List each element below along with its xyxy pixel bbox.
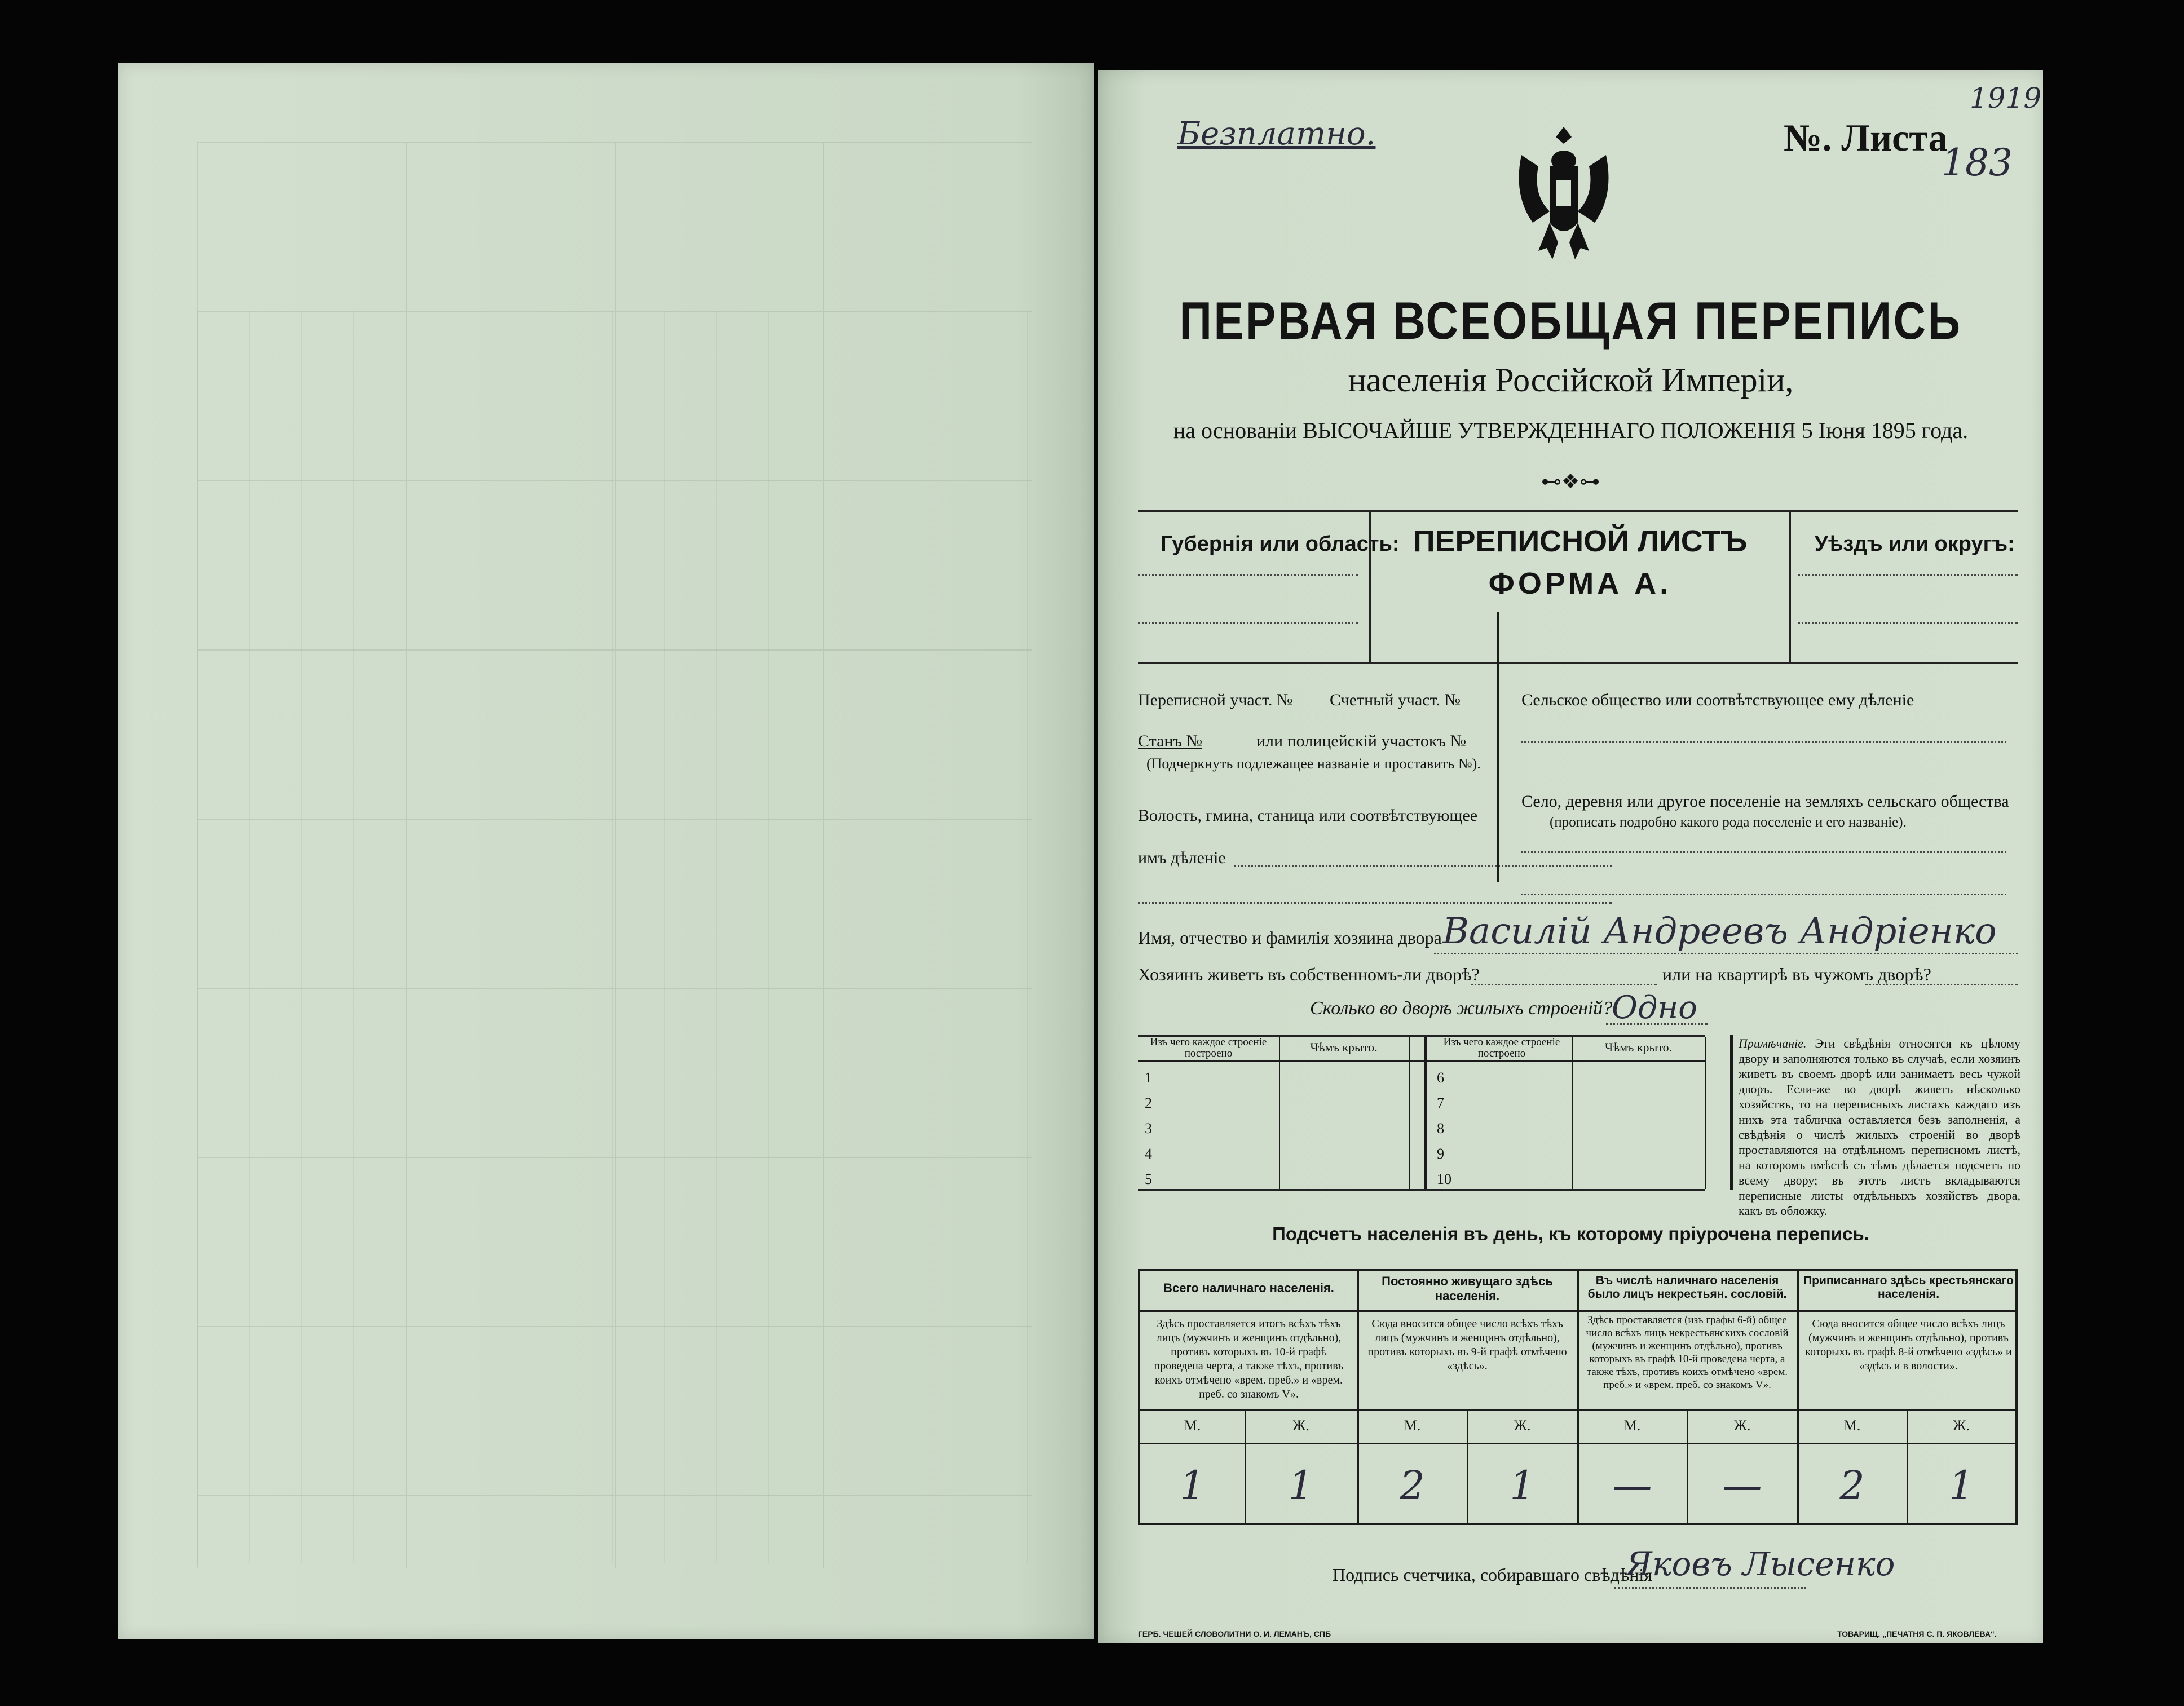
census-section-label: Переписной участ. №: [1138, 691, 1293, 709]
buildings-rule-2: [1409, 1037, 1410, 1189]
row-number: 4: [1145, 1146, 1152, 1162]
buildings-row-numbers-right: [1437, 1065, 1451, 1192]
free-label: Безплатно.: [1177, 116, 1376, 152]
buildings-row-numbers-left: [1145, 1065, 1152, 1192]
double-headed-eagle-emblem: [1510, 127, 1617, 262]
count-head-4: Приписаннаго здѣсь крестьянскаго населенія.: [1803, 1274, 2014, 1301]
m-label: М.: [1184, 1417, 1201, 1434]
left-page: [118, 63, 1094, 1639]
f-label: Ж.: [1292, 1417, 1309, 1434]
row-number: 3: [1145, 1120, 1152, 1137]
society-line: [1521, 741, 2006, 743]
buildings-value: Одно: [1612, 989, 1698, 1026]
count-value-peasant-f: 1: [1948, 1462, 1974, 1509]
form-title: ПЕРВАЯ ВСЕОБЩАЯ ПЕРЕПИСЬ: [1179, 291, 1962, 350]
selo-label: Село, деревня или другое поселеніе на земляхъ сельскаго общества: [1521, 792, 2009, 811]
volost-label-2: имъ дѣленіе: [1138, 848, 1226, 867]
note-divider: [1730, 1035, 1733, 1190]
count-value-nonpeasant-m: —: [1612, 1462, 1652, 1509]
list-title-cell: [1369, 512, 1791, 662]
count-body-3: Здѣсь проставляется (изъ графы 6-й) общее число всѣхъ лицъ некрестьянскихъ сословій (мужчинъ и женщинъ отдѣльно), противъ которыхъ въ графѣ 10-й проведена черта, а также тѣхъ, противъ коихъ отмѣчено «врем. преб.» и «врем. преб. со знакомъ V».: [1586, 1314, 1789, 1391]
selo-line-2: [1521, 894, 2006, 895]
address-right-column: [1510, 679, 2018, 916]
row-number: 9: [1437, 1146, 1444, 1162]
sheet-number-value: 183: [1942, 141, 2013, 184]
m-label: М.: [1843, 1417, 1861, 1434]
owner-value: Василій Андреевъ Андріенко: [1442, 911, 1997, 952]
count-value-resident-m: 2: [1400, 1462, 1425, 1509]
count-mf-rule: [1140, 1443, 2015, 1444]
signature-line: [1614, 1587, 1806, 1589]
printer-left: ГЕРБ. ЧЕШЕЙ СЛОВОЛИТНИ О. И. ЛЕМАНЪ, СПБ: [1138, 1629, 1331, 1638]
buildings-col-material: Изъ чего каждое строеніе построено: [1150, 1036, 1267, 1059]
count-body-1: Здѣсь проставляется итогъ всѣхъ тѣхъ лицъ (мужчинъ и женщинъ отдѣльно), противъ которыхъ въ 10-й графѣ проведена черта, а также тѣхъ, противъ коихъ отмѣчено «врем. преб.» и «врем. преб. со знакомъ V».: [1154, 1318, 1344, 1400]
buildings-col-material-2: Изъ чего каждое строеніе построено: [1443, 1036, 1560, 1059]
count-head-rule: [1140, 1310, 2015, 1312]
buildings-header-rule: [1138, 1060, 1705, 1062]
form-subtitle: населенія Россійской Имперіи,: [1348, 361, 1794, 399]
stan-label: Станъ №: [1138, 732, 1203, 750]
form-header-box: [1138, 510, 2018, 664]
gubernia-label: Губернія или область:: [1161, 532, 1400, 556]
signature-label: Подпись счетчика, собиравшаго свѣдѣнія: [1333, 1564, 1653, 1585]
count-body-rule: [1140, 1409, 2015, 1411]
lives-label: Хозяинъ живетъ въ собственномъ-ли дворѣ?: [1138, 964, 1480, 984]
buildings-col-roof: Чѣмъ крыто.: [1310, 1040, 1378, 1054]
faint-ruling: [197, 311, 1032, 1563]
uezd-label: Уѣздъ или округъ:: [1815, 532, 2015, 556]
count-head-1: Всего наличнаго населенія.: [1163, 1281, 1334, 1295]
count-body-4: Сюда вносится общее число всѣхъ лицъ (мужчинъ и женщинъ отдѣльно), противъ которыхъ въ графѣ 8-й отмѣчено «здѣсь» и «здѣсь и в волости».: [1805, 1318, 2012, 1372]
archive-number: 1919: [1970, 82, 2042, 114]
note-text: Эти свѣдѣнія относятся къ цѣлому двору и заполняются только въ случаѣ, если хозяинъ живетъ въ своемъ дворѣ или занимаетъ весь чужой дворъ. Если-же во дворѣ живетъ нѣсколько хозяйствъ, то на переписныхъ листахъ каждаго изъ нихъ эта табличка оставляется безъ заполненія, а свѣдѣнія о числѣ жилыхъ строеній во дворѣ проставляются на отдѣльномъ переписномъ листѣ, на которомъ вмѣстѣ съ тѣмъ дѣлается подсчетъ по всему двору; въ этотъ листъ вкладываются переписные листы отдѣльныхъ хозяйствъ двора, какъ въ обложку.: [1739, 1036, 2021, 1218]
ornament-divider: ⊷❖⊶: [1541, 470, 1600, 493]
gubernia-line: [1138, 574, 1358, 576]
count-value-total-m: 1: [1180, 1462, 1205, 1509]
row-number: 6: [1437, 1069, 1444, 1086]
row-number: 5: [1145, 1171, 1152, 1187]
f-label: Ж.: [1953, 1417, 1970, 1434]
volost-label: Волость, гмина, станица или соотвѣтствующее: [1138, 806, 1478, 825]
f-label: Ж.: [1733, 1417, 1751, 1434]
count-section-label: Счетный участ. №: [1330, 691, 1461, 709]
count-value-resident-f: 1: [1510, 1462, 1535, 1509]
gubernia-line-2: [1138, 622, 1358, 624]
count-table: [1138, 1269, 2018, 1525]
list-title: ПЕРЕПИСНОЙ ЛИСТЪ: [1413, 524, 1748, 558]
buildings-label: Сколько во дворѣ жилыхъ строеній?: [1310, 998, 1613, 1019]
lives-line: [1471, 984, 1657, 985]
row-number: 8: [1437, 1120, 1444, 1137]
lives-alt-label: или на квартирѣ въ чужомъ дворѣ?: [1662, 964, 1931, 984]
column-divider: [1497, 612, 1499, 882]
signature-value: Яковъ Лысенко: [1626, 1545, 1895, 1583]
note-block: [1739, 1036, 2020, 1218]
selo-note: (прописать подробно какого рода поселеніе и его названіе).: [1550, 815, 1907, 830]
printer-right: ТОВАРИЩ. „ПЕЧАТНЯ С. П. ЯКОВЛЕВА“.: [1837, 1629, 1997, 1638]
buildings-rule-1: [1279, 1037, 1280, 1189]
count-head-3: Въ числѣ наличнаго населенія было лицъ некрестьян. сословій.: [1587, 1274, 1787, 1301]
uezd-line-2: [1798, 622, 2018, 624]
police-label: или полицейскій участокъ №: [1256, 732, 1467, 750]
f-label: Ж.: [1514, 1417, 1531, 1434]
m-label: М.: [1623, 1417, 1641, 1434]
owner-line: [1434, 953, 2018, 954]
buildings-rule-3: [1572, 1037, 1573, 1189]
census-form-page: [1098, 70, 2043, 1643]
count-value-peasant-m: 2: [1839, 1462, 1865, 1509]
count-value-total-f: 1: [1288, 1462, 1314, 1509]
row-number: 7: [1437, 1095, 1444, 1111]
count-value-nonpeasant-f: —: [1722, 1462, 1762, 1509]
row-number: 1: [1145, 1069, 1152, 1086]
count-head-2: Постоянно живущаго здѣсь населенія.: [1382, 1274, 1553, 1303]
count-title: Подсчетъ населенія въ день, къ которому пріурочена перепись.: [1272, 1223, 1869, 1244]
lives-alt-line: [1865, 984, 2018, 985]
buildings-rule-4: [1705, 1037, 1706, 1189]
underline-note: (Подчеркнуть подлежащее названіе и проставить №).: [1146, 755, 1481, 772]
selo-line: [1521, 851, 2006, 853]
form-basis: на основаніи ВЫСОЧАЙШЕ УТВЕРЖДЕННАГО ПОЛОЖЕНІЯ 5 Іюня 1895 года.: [1173, 418, 1969, 443]
society-label: Сельское общество или соотвѣтствующее ему дѣленіе: [1521, 691, 1914, 709]
sheet-number-label: №. Листа: [1784, 116, 1948, 159]
buildings-table: [1138, 1035, 1705, 1191]
buildings-col-roof-2: Чѣмъ крыто.: [1604, 1040, 1673, 1054]
m-label: М.: [1404, 1417, 1421, 1434]
owner-label: Имя, отчество и фамилія хозяина двора: [1138, 927, 1442, 948]
row-number: 10: [1437, 1171, 1451, 1187]
uezd-line: [1798, 574, 2018, 576]
note-label: Примѣчаніе.: [1739, 1036, 1807, 1050]
buildings-rule-middle: [1424, 1037, 1427, 1189]
form-a-label: ФОРМА А.: [1488, 567, 1672, 600]
count-body-2: Сюда вносится общее число всѣхъ тѣхъ лицъ (мужчинъ и женщинъ отдѣльно), противъ которыхъ въ 9-й графѣ отмѣчено «здѣсь».: [1367, 1318, 1567, 1372]
row-number: 2: [1145, 1095, 1152, 1111]
